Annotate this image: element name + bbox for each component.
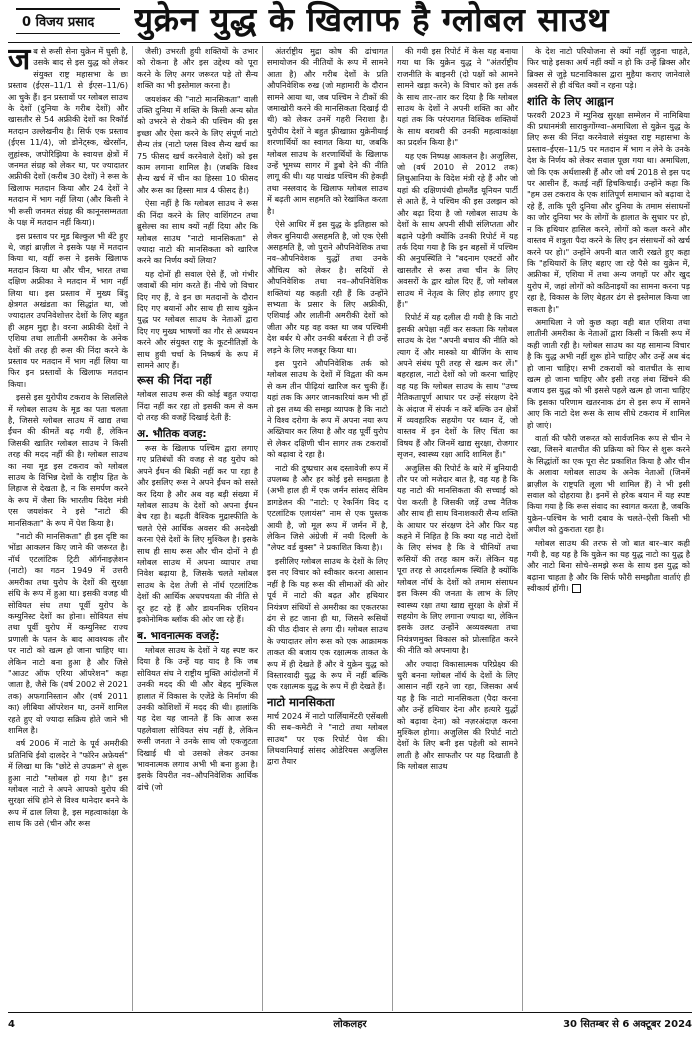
column-divider <box>522 46 523 1011</box>
drop-cap: ज <box>8 46 31 77</box>
paragraph: रूस के खिलाफ पश्चिम द्वारा लगाए गए प्रतिबंधों की वजह से वह युरोप को अपने ईंधन की बिक्री नहीं कर पा रहा है और इसलिए रूस ने अपने ईंधन को सस्ते कर दिया है और अब वह बड़ी संख्या में ग्लोबल साउथ के देशों को अपना ईंधन बेच रहा है। बढ़ती वैश्विक मुद्रास्फीति के चलते ऐसे आर्थिक अवसर की अनदेखी करना ऐसे देशों के लिए मुश्किल है। इसके साथ ही साथ रूस और चीन दोनों ने ही ग्लोबल साउथ में अपना व्यापार तथा निवेश बढ़ाया है, जिसके चलते ग्लोबल साउथ के देश तेजी से नॉर्थ एटलांटिक देशों की आर्थिक अधपचयता की नीति से दूर हट रहे हैं और डायनमिक एशियन इकोनोमिक ब्लॉक की ओर जा रहे हैं। <box>137 443 258 625</box>
column-divider <box>132 46 133 1011</box>
article-column-5 <box>527 46 690 1011</box>
paragraph: फरवरी 2023 में म्युनिख सुरक्षा सम्मेलन में नामिबिया की प्रधानमंत्री साराकुगोंग्ग्वा–अमाधिला से युक्रेन युद्ध के लिए रूस की निंदा करनेवाले संयुक्त राष्ट्र महासभा के प्रस्ताव–ईएस–11/5 पर मतदान में भाग न लेने के उनके देश के निर्णय को लेकर सवाल पूछा गया था। अमाधिला, जो कि एक अर्थशास्त्री हैं और जो वर्ष 2018 से इस पद पर आसीन हैं, कतई नहीं हिचकिचाईं। उन्होंने कहा कि "हम उस टकराव के एक शांतिपूर्ण समाधान को बढ़ावा दे रहे हैं, ताकि पूरी दुनिया और दुनिया के तमाम संसाधनों का जोर दुनिया भर के लोगों के हालात के सुधार पर हो, न कि हथियार हासिल करने, लोगों को कत्ल करने और वास्तव में शत्रुता पैदा करने के लिए इन संसाधनों को खर्च करने पर हो।" उन्होंने अपनी बात जारी रखते हुए कहा कि "हथियारों के लिए बहाए जा रहे पैसे का युक्रेन में, अफ्रीका में, एशिया में तथा अन्य जगहों पर और खुद युरोप में, जहां लोगों को कठिनाइयों का सामना करना पड़ रहा है, विकास के लिए बेहतर ढंग से इस्तेमाल किया जा सकता है।" <box>527 109 690 314</box>
column-divider <box>262 46 263 1011</box>
paragraph: और ज्यादा विकासात्मक परिप्रेक्ष्य की धुरी बनना ग्लोबल नॉर्थ के देशों के लिए आसान नहीं रहने जा रहा, जिसका अर्थ यह है कि नाटो मानसिकता (पैदा करना और उन्हें हथियार देना और हत्यारे युद्धों को बढ़ावा देना) को नज़रअंदाज़ करना मुश्किल होगा। अजुलिस की रिपोर्ट नाटो देशों के लिए बनी इस पहेली को सामने लाती है और साफतौर पर यह दिखाती है कि ग्लोबल साउथ <box>397 658 518 772</box>
section-heading: शांति के लिए आह्वान <box>527 93 614 108</box>
paragraph: वार्ता की फौरी जरूरत को सार्वजनिक रूप से चीन ने रखा, जिसने बातचीत की प्रक्रिया को फिर से शुरू करने के सिद्धांतों का एक पूरा सेट प्रकाशित किया है और चीन के अलावा ग्लोबल साउथ के अनेक नेताओं (जिनमें ब्राज़ील के राष्ट्रपति लूला भी शामिल हैं) ने भी इसी सवाल को दोहराया है। इनमें से हरेक बयान में यह स्पष्ट किया गया है कि रूस संवाद का स्वागत करता है, जबकि युक्रेन–पश्चिम के भारी दबाव के चलते–ऐसी किसी भी अपील को ठुकराता रहा है। <box>527 433 690 535</box>
paragraph: इससे इस युरोपीय टकराव के सिलसिले में ग्लोबल साउथ के मूड का पता चलता है, जिससे ग्लोबल साउथ में खाद्य तथा ईंधन की कीमतें बढ़ गयी हैं, लेकिन जिसकी खातिर ग्लोबल साउथ ने किसी तरह की मदद नहीं की है। ग्लोबल साउथ का नया मूड इस टकराव को ग्लोबल साउथ के विभिन्न देशों के राष्ट्रीय हित के लिहाज से देखता है, न कि समर्पण करने के रूप में जैसा कि भारतीय विदेश मंत्री एस जयशंकर ने इसे "नाटो की मानसिकता" के रूप में पेश किया है। <box>8 392 128 528</box>
paragraph: इसीलिए ग्लोबल साउथ के देशों के लिए इस नए विचार को स्वीकार करना आसान नहीं है कि यह रूस की सीमाओं की ओर पूर्व में नाटो की बढ़त और हथियार नियंत्रण संधियों से अमरीका का एकतरफा ढंग से हट जाना ही था, जिसने रूसियों की पीठ दीवार से लगा दी। ग्लोबल साउथ के ज्यादातर लोग रूस को एक आक्रामक ताकत की बजाय एक रक्षात्मक ताकत के रूप में ही देखते हैं और वे युक्रेन युद्ध को विस्तारवादी युद्ध के रूप में नहीं बल्कि एक रक्षात्मक युद्ध के रूप में ही देखते हैं। <box>267 555 388 692</box>
paragraph: "नाटो की मानसिकता" ही इस दृष्टि का भोंडा आकलन किए जाने की जरूरत है। नॉर्थ एटलांटिक ट्रिटी ऑर्गनाइज़ेशन (नाटो) का गठन 1949 में उत्तरी अमरीका तथा युरोप के देशों की सुरक्षा संधि के रूप में हुआ था। इसकी वजह थी सोवियत संघ तथा पूर्वी युरोप के कम्युनिस्ट देशों का होना। सोवियत संघ तथा पूर्वी युरोप में कम्युनिस्ट राज्य प्रणाली के पतन के बाद आवश्यक तौर पर नाटो को खत्म हो जाना चाहिए था। लेकिन नाटो बना हुआ है और जिसे "आउट ऑफ एरिया ऑपरेशन" कहा जाता है, जैसे कि (वर्ष 2002 से 2021 तक) अफगानिस्तान और (वर्ष 2011 का) लीबिया ऑपरेशन था, उनमें शामिल रहते हुए वो ज्यादा सक्रिय होते जाने भी शामिल है। <box>8 531 128 735</box>
paragraph: अजुलिस की रिपोर्ट के बारे में बुनियादी तौर पर जो मजेदार बात है, वह यह है कि यह नाटो की मानसिकता की सच्चाई को पेश करती है जिसकी जड़ें उच्च नैतिक और साथ ही साथ विनाशकारी सैन्य शक्ति के आधार पर संरक्षण देने और फिर यह कहने में निहित है कि क्या यह नाटो देशों के लिए संभव है कि वे चीनियों तथा रूसियों की तरह काम करें। लेकिन यह पूरा तरह से आदर्शात्मक स्थिति है क्योंकि ग्लोबल नॉर्थ के देशों को तमाम संसाधन इस किस्म की जनता के लाभ के लिए स्वास्थ्य रक्षा तथा खाद्य सुरक्षा के क्षेत्रों में सहयोग के लिए लगाना ज्यादा था, लेकिन इसके उलट उन्होंने अव्यवस्थता तथा नियंत्रणमुक्त विकास को प्रोत्साहित करने की नीति को अपनाया है। <box>397 462 518 656</box>
paragraph-text: ग्लोबल साउथ की तरफ से जो बात बार–बार कही गयी है, वह यह है कि युक्रेन का यह युद्ध नाटो का युद्ध है और नाटो बिना सोचे–समझे रूस के साथ इस युद्ध को बढ़ाना चाहता है और कि सिर्फ फौरी समझौता वार्ताएं ही स्वीकार्य होंगी। <box>527 537 690 594</box>
paragraph: जयशंकर की "नाटो मानसिकता" वाली उक्ति दुनिया में शक्ति के किसी अन्य स्रोत को उभरने से रोकने की पश्चिम की इस इच्छा और ऐसा करने के लिए संपूर्ण नाटो सैन्य तंत्र (नाटो प्लस विश्व सैन्य खर्च का 75 फीसद खर्च करनेवाले देशों) को इस काम लगाना शामिल है। (जबकि विश्व सैन्य खर्च में चीन का हिस्सा 10 फीसद और रूस का हिस्सा मात्र 4 फीसद है।) <box>137 93 258 195</box>
article-column-4 <box>397 46 518 1011</box>
article-column-2 <box>137 46 258 1011</box>
article-column-3 <box>267 46 388 1011</box>
publication-name: लोकलहर <box>333 1019 367 1030</box>
end-of-article-icon <box>572 584 581 593</box>
headline-rule <box>8 42 692 43</box>
sub-heading: अ. भौतिक वजह: <box>137 427 207 440</box>
section-heading: रूस की निंदा नहीं <box>137 373 212 388</box>
paragraph <box>527 538 690 595</box>
paragraph: वर्ष 2006 में नाटो के पूर्व अमरीकी प्रतिनिधि ईवो दालदेर ने "फॉरेन अफ़ेयर्स" में लिखा था कि "छोटे से उपक्रम" से शुरू हुआ नाटो "ग्लोबल हो गया है।" इस ग्लोबल नाटो ने अपने आपको युरोप की सुरक्षा संधि होने से विश्व थानेदार बनने के रूप में ढाल लिया है, इस महत्वाकांक्षा के साथ कि उसे (चीन और रूस <box>8 738 128 829</box>
paragraph: यह दोनों ही सवाल ऐसे हैं, जो गंभीर जवाबों की मांग करते हैं। नीचे जो विचार दिए गए हैं, वे इन छः मतदानों के दौरान दिए गए बयानों और साथ ही साथ युक्रेन युद्ध पर ग्लोबल साउथ के नेताओं द्वारा दिए गए मुख्य भाषणों का गौर से अध्ययन करने और संयुक्त राष्ट्र के कूटनीतिज्ञों के साथ हुयी चर्चा के निष्कर्ष के रूप में सामने आए हैं। <box>137 268 258 370</box>
article-column-1 <box>8 46 128 1011</box>
paragraph: इस प्रस्ताव पर मूड बिल्कुल भी बँटे हुए थे, जहां ब्राज़ील ने इसके पक्ष में मतदान किया था, वहीं रूस ने इसके खिलाफ मतदान किया था और चीन, भारत तथा दक्षिण अफ्रीका ने मतदान में भाग नहीं लिया था। इस प्रस्ताव में मुख्य बिंदु क्षेत्रगत अखंडता का सिद्धांत था, जो ज्यादातर उपनिवेशोत्तर देशों के लिए बहुत ही अहम मुद्दा है। वरना अफ्रीकी देशों ने एशिया तथा लातीनी अमरीका के अनेक देशों की तरह ही रूस की निंदा करने के प्रस्ताव पर मतदान में भाग नहीं लिया या फिर इन प्रस्तावों के खिलाफ मतदान किया। <box>8 230 128 389</box>
paragraph: अंतर्राष्ट्रीय मुद्रा कोष की ढांचागत समायोजन की नीतियों के रूप में सामने आता है) और गरीब देशों के प्रति औपनिवेशिक रुख (जो महामारी के दौरान सामने आया था, जब पश्चिम ने टीकों की जमाखोरी करने की मानसिकता दिखाई दी थी) को लेकर उनमें गहरी निराशा है। युरोपीय देशों ने बहुत फ़्रीखाफ़ा युक्रेनीयाई शरणार्थियों का स्वागत किया था, जबकि ग्लोबल साउथ के शरणार्थियों के खिलाफ उन्हें भूमध्य सागर में डुबो देने की नीति लागू की थी। यह पाखंड पश्चिम की हेकड़ी तथा नस्लवाद के खिलाफ ग्लोबल साउथ में बढ़ती आम सहमति को रेखांकित करता है। <box>267 46 388 216</box>
paragraph: अमाधिला ने जो कुछ कहा वही बात एशिया तथा लातीनी अमरीका के नेताओं द्वारा किसी न किसी रूप में कही जाती रही है। ग्लोबल साउथ का यह सामान्य विचार है कि युद्ध अभी नहीं शुरू होने चाहिए और उन्हें अब बंद हो जाना चाहिए। सभी टकरावों को वातचीत के साथ खत्म हो जाना चाहिए और इसी तरह लंबा खिंचने की बजाय इस युद्ध को भी इससे पहले खत्म हो जाना चाहिए कि इसका परिणाम खतरनाक ढंग से इस रूप में सामने आए कि नाटो देश रूस के साथ सीधे टकराव में शामिल हो जाएं। <box>527 316 690 430</box>
article-headline: युक्रेन युद्ध के खिलाफ है ग्लोबल साउथ <box>134 0 609 39</box>
page-number: 4 <box>8 1019 15 1030</box>
page-footer <box>8 1012 692 1037</box>
section-heading: नाटो मानसिकता <box>267 694 335 709</box>
sub-heading: ब. भावनात्मक वजहें: <box>137 629 220 642</box>
paragraph: नाटो की दुष्प्रचार अब दस्तावेजी रूप में उपलब्ध है और हर कोई इसे समझता है (अभी हाल ही में एक जर्मन सांसद सेविम डागडेलन की "नाटो: ए रेकनिंग विद द एटलांटिक एलायंस" नाम से एक पुस्तक आयी है, जो मूल रूप में जर्मन में है, लेकिन जिसे अंग्रेजी में नयी दिल्ली के "लेफ्ट वर्ड बुक्स" ने प्रकाशित किया है)। <box>267 462 388 553</box>
paragraph: रिपोर्ट में यह दलील दी गयी है कि नाटो इसकी अपेक्षा नहीं कर सकता कि ग्लोबल साउथ के देश "अपनी बचाव की नीति को त्याग दें और मास्को या बीजिंग के साथ अपने संबंध पूरी तरह से खत्म कर लें।" बहरहाल, नाटो देशों को जो करना चाहिए वह यह कि ग्लोबल साउथ के साथ "उच्च नैतिकतापूर्ण आधार पर उन्हें संरक्षण देने के अंदाज में संपर्क न करें बल्कि उन क्षेत्रों में व्यवहारिक सहयोग पर ध्यान दें, जो वास्तव में इन देशों के लिए चिंता का विषय हैं और जिनमें खाद्य सुरक्षा, रोजगार सृजन, स्वास्थ्य रक्षा आदि शामिल हैं।" <box>397 312 518 460</box>
author-byline: 0 विजय प्रसाद <box>16 8 120 34</box>
paragraph: की गयी इस रिपोर्ट में केस यह बनाया गया था कि युक्रेन युद्ध ने "अंतर्राष्ट्रीय राजनीति के बाइनरी (दो पक्षों को आमने सामने खड़ा करने) के विचार को इस तर्क के साथ तार–तार कर दिया है कि ग्लोबल साउथ के देशों ने अपनी शक्ति का और यहां तक कि परंपरागत विश्विक शक्तियों के साथ बराबरी की उनकी महत्वाकांक्षा का प्रदर्शन किया है।" <box>397 46 518 148</box>
paragraph: ब से रूसी सेना युक्रेन में घुसी है, उसके बाद से इस युद्ध को लेकर संयुक्त राष्ट्र महासभा के छः प्रस्ताव (ईएस–11/1 से ईएस–11/6) आ चुके हैं। इन प्रस्तावों पर ग्लोबल साउथ के देशों (दुनिया के गरीब देशों) और खासतौर से 54 अफ्रीकी देशों का रिकॉर्ड मतदान उल्लेखनीय है। सिर्फ एक प्रस्ताव (ईएस 11/4), जो डोनेट्स्क, खेरसॉन, लुहांस्क, जपोरिझिया के स्वायत्त क्षेत्रों में जनमत संग्रह को लेकर था, पर ज्यादातर अफ्रीकी देशों (करीब 30 देशों) ने रूस के खिलाफ मतदान किया और 24 देशों ने मतदान में भाग नहीं लिया (और किसी ने भी रूसी जनमत संग्रह की कानूनसम्मतता के पक्ष में मतदान नहीं किया)। <box>8 46 128 228</box>
paragraph: के देश नाटो परियोजना से क्यों नहीं जुड़ना चाहते, फिर चाहे इसका अर्थ नहीं क्यों न हो कि उन्हें ब्रिक्स और ब्रिक्स से जुड़े घटनाविकास द्वारा मुहैया कराए जानेवाले अवसरों से ही वंचित क्यों न रहना पड़े। <box>527 46 690 91</box>
paragraph: ऐसा नहीं है कि ग्लोबल साउथ ने रूस की निंदा करने के लिए वाशिंगटन तथा ब्रुसेल्स का साथ क्यों नहीं दिया और कि ग्लोबल साउथ "नाटो मानसिकता" से ज्यादा नाटो की मानसिकता को खारिज करने का निर्णय क्यों लिया? <box>137 198 258 266</box>
paragraph: ऐसे आधिर में इस युद्ध के इतिहास को लेकर बुनियादी असहमति है, जो एक ऐसी असहमति है, जो पुराने औपनिवेशिक तथा नव–औपनिवेशक युद्धों तथा उनके औचित्य को लेकर है। सदियों से औपनिवेशिक तथा नव–औपनिवेशिक शक्तियां यह कहती रही हैं कि उन्होंने सभ्यता के प्रसार के लिए अफ्रीकी, एशियाई और लातीनी अमरीकी देशों को जीता और यह वह वक्त था जब पश्चिमी देश बर्बर थे और उनकी बर्बरता ने ही उन्हें लड़ने के लिए मजबूर किया था। <box>267 219 388 355</box>
issue-date: 30 सितम्बर से 6 अक्टूबर 2024 <box>563 1019 692 1030</box>
paragraph: मार्च 2024 में नाटो पार्लियामेंटरी एसेंबली की सब–कमेटी ने "नाटो तथा ग्लोबल साउथ" पर एक रिपोर्ट पेश की। लिथवानियाई सांसद ओडेरियस अजुलिस द्वारा तैयार <box>267 710 388 767</box>
column-divider <box>392 46 393 1011</box>
paragraph: ग्लोबल साउथ रूस की कोई बहुत ज्यादा निंदा नहीं कर रहा तो इसकी कम से कम दो तरह की वजहें दिखाई देती हैं: <box>137 389 258 423</box>
paragraph: यह एक निष्पक्ष आकलन है। अजुलिस, जो (वर्ष 2010 से 2012 तक) लिथुआनिया के विदेश मंत्री रहे हैं और जो यहां की दक्षिणपंथी होमलैंड यूनियन पार्टी से आते हैं, ने पश्चिम की इस उलझन को और बढ़ा दिया है जो ग्लोबल साउथ के देशों के साथ अपनी सीधी संलिप्तता और बढ़ाने पड़ेगी क्योंकि उनकी रिपोर्ट में यह तर्क दिया गया है कि इन बहसों में पश्चिम की अनुपस्थिति ने "बदनाम एक्टरों और खासतौर से रूस तथा चीन के लिए अवसरों के द्वार खोल दिए हैं, जो ग्लोबल साउथ में नेतृत्व के लिए होड़ लगाए हुए हैं।" <box>397 150 518 309</box>
paragraph: जैसी) उभरती हुयी शक्तियों के उभार को रोकना है और इस उद्देश्य को पूरा करने के लिए अगर जरूरत पड़े तो सैन्य शक्ति का भी इस्तेमाल करना है। <box>137 46 258 91</box>
paragraph: इस पुराने औपनिवेशिक तर्क को ग्लोबल साउथ के देशों में विद्वता की कम से कम तीन पीढ़ियां खारिज कर चुकी हैं। यहां तक कि अगर जानकारियां कम भी हों तो इस तथ्य की समझ व्यापक है कि नाटो ने विश्व दरोगा के रूप में अपना नया रूप अख्तियार कर लिया है और वह पूर्वी युरोप से लेकर दक्षिणी चीन सागर तक टकरावों को बढ़ावा दे रहा है। <box>267 357 388 460</box>
paragraph: ग्लोबल साउथ के देशों ने यह स्पष्ट कर दिया है कि उन्हें यह याद है कि जब सोवियत संघ ने राष्ट्रीय मुक्ति आंदोलनों में उनकी मदद की थी और बेहद मुश्किल हालात में विकास के एजेंडे के निर्माण की उनकी कोशिशों में मदद की थी। हालांकि यह देश यह जानते हैं कि आज रूस पहलेवाला सोवियत संघ नहीं है, लेकिन रूसी जनता ने उनके साथ जो एकजुटता दिखाई थी वो उसको लेकर उनका भावनात्मक लगाव अभी भी बना हुआ है। इसके विपरीत नव–औपनिवेशिक आर्थिक ढांचे (जो <box>137 644 258 792</box>
